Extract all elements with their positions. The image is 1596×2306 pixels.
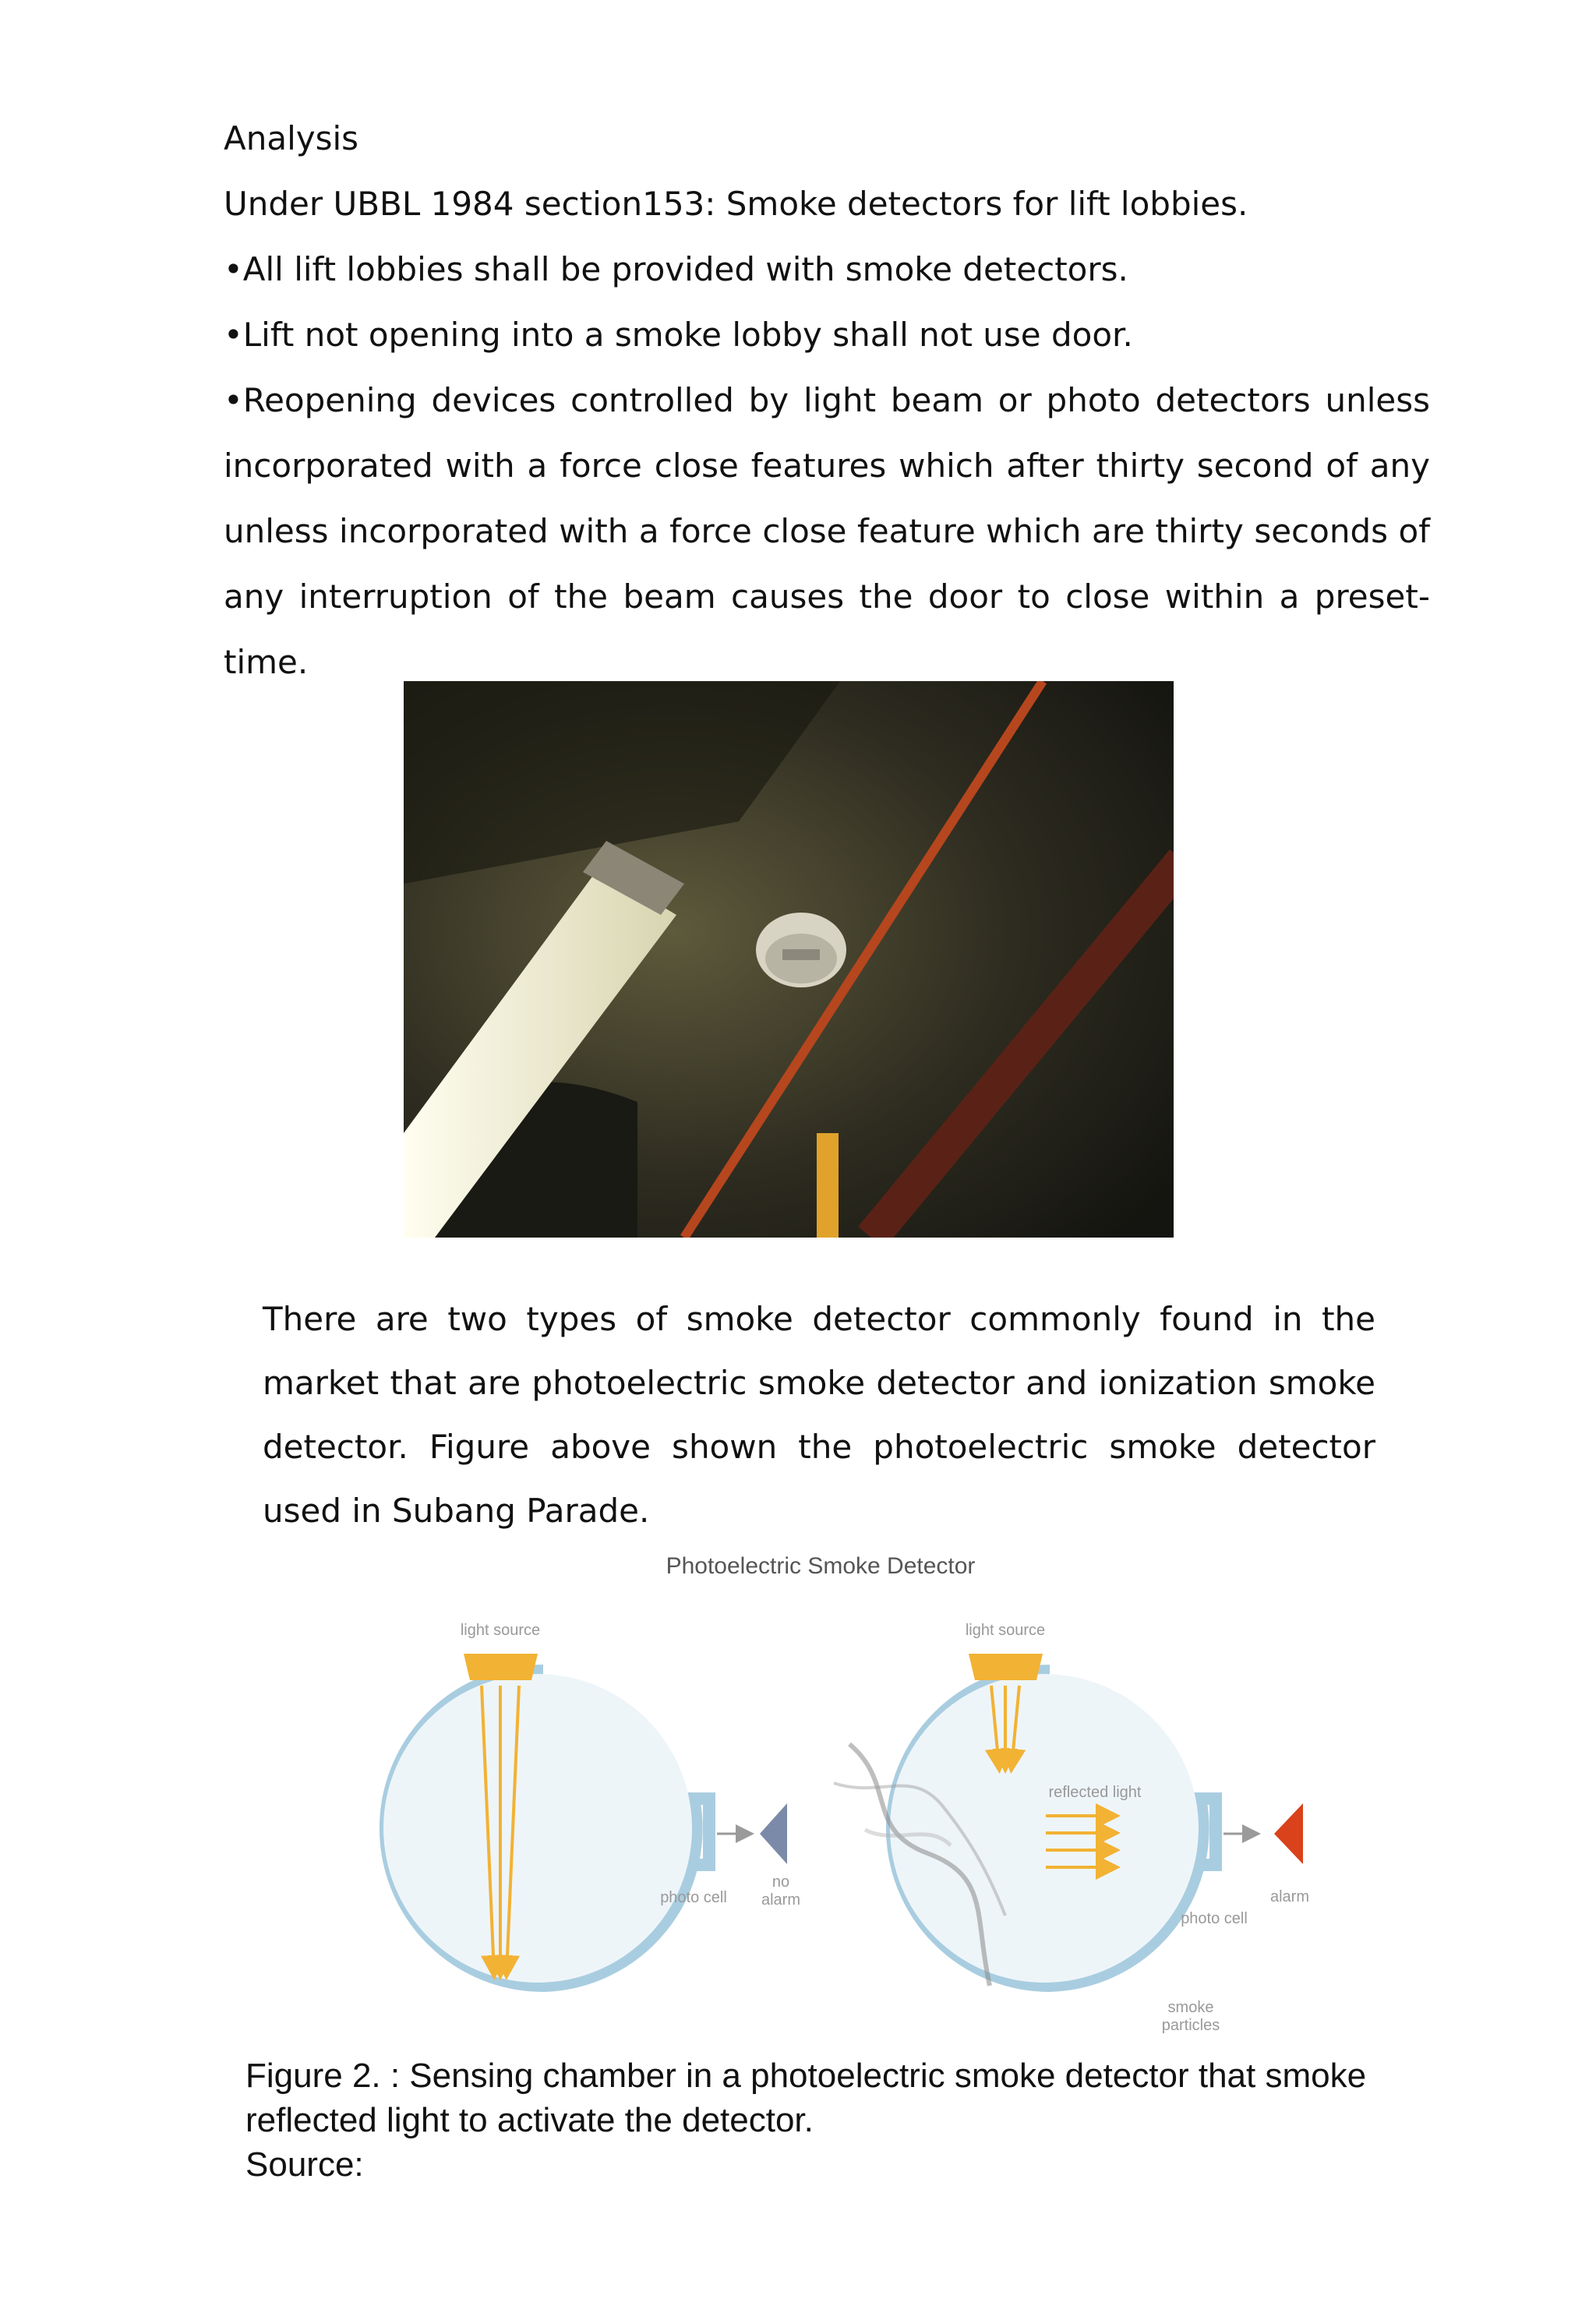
chamber-alarm bbox=[834, 1622, 1309, 2034]
caption-source: Source: bbox=[245, 2145, 364, 2184]
no-alarm-indicator-icon bbox=[760, 1803, 787, 1864]
light-source-icon bbox=[464, 1654, 538, 1680]
alarm-label: alarm bbox=[1269, 1888, 1310, 1905]
photoelectric-diagram bbox=[304, 1549, 1364, 2056]
diagram-title: Photoelectric Smoke Detector bbox=[666, 1553, 976, 1579]
photo-cell-label: photo cell bbox=[660, 1889, 727, 1906]
light-source-icon bbox=[969, 1654, 1043, 1680]
analysis-section bbox=[224, 106, 1430, 695]
bullet-item: •Reopening devices controlled by light beam or photo detectors unless incorporated with a force close features which after thirty second of any unless incorporated with a force close feature which are thirty seconds of any interruption of the beam causes the door to close within a preset-time. bbox=[224, 381, 1430, 681]
caption-line: Figure 2. : Sensing chamber in a photoelectric smoke detector that smoke bbox=[245, 2057, 1367, 2095]
bullet-item: •All lift lobbies shall be provided with smoke detectors. bbox=[224, 250, 1128, 288]
light-source-label: light source bbox=[460, 1622, 541, 1639]
photo-cell-label: photo cell bbox=[1181, 1910, 1248, 1927]
description-section bbox=[263, 1287, 1375, 1543]
reflected-light-label: reflected light bbox=[1048, 1784, 1142, 1801]
caption-line: reflected light to activate the detector. bbox=[245, 2101, 814, 2139]
smoke-particles-label: particles bbox=[1161, 2017, 1220, 2034]
description-paragraph: There are two types of smoke detector commonly found in the market that are photoelectric smoke detector and ionization smoke detector. Figure above shown the photoelectric smoke detector used in Subang Parade. bbox=[263, 1300, 1375, 1530]
smoke-detector-photo bbox=[404, 681, 1174, 1238]
chamber-no-alarm bbox=[383, 1622, 800, 1986]
smoke-particles-label: smoke bbox=[1167, 1999, 1214, 2016]
alarm-indicator-icon bbox=[1274, 1803, 1303, 1864]
light-source-label: light source bbox=[965, 1622, 1046, 1639]
no-alarm-label: no bbox=[772, 1873, 790, 1891]
regulation-line: Under UBBL 1984 section153: Smoke detectors for lift lobbies. bbox=[224, 185, 1248, 223]
analysis-heading: Analysis bbox=[224, 119, 359, 157]
figure-caption bbox=[245, 2054, 1461, 2187]
bullet-item: •Lift not opening into a smoke lobby shall not use door. bbox=[224, 316, 1133, 354]
no-alarm-label: alarm bbox=[761, 1891, 801, 1909]
